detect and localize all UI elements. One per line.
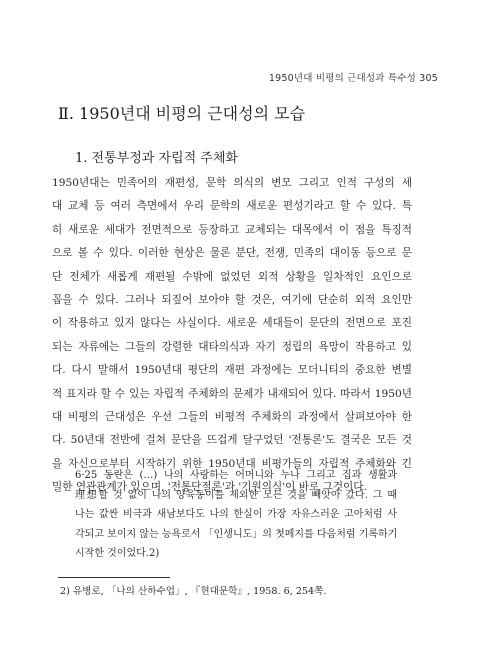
body-line: 히 새로운 세대가 전면적으로 등장하고 교체되는 대목에서 이 점을 특징적 (52, 223, 412, 236)
quote-line: 나는 값싼 비극과 새남보다도 나의 한실이 가장 자유스러운 고아처럼 사 (75, 509, 397, 521)
section-title: Ⅱ. 1950년대 비평의 근대성의 모습 (58, 104, 306, 123)
body-line: 되는 자류에는 그들의 강렬한 대타의식과 자기 정립의 욕망이 작용하고 있 (52, 340, 412, 353)
body-line: 으로 볼 수 있다. 이러한 현상은 물론 분단, 전쟁, 민족의 대이동 등으로 문 (52, 247, 412, 260)
running-head: 1950년대 비평의 근대성과 특수성 305 (268, 73, 438, 84)
body-line: 다. 다시 말해서 1950년대 평단의 재편 과정에는 모더니티의 중요한 변별 (52, 364, 412, 377)
body-paragraph (52, 172, 412, 499)
body-line: 밀한 연관관계가 있으며, '전통단절론'과 '기원의식'이 바로 그것이다. (52, 481, 367, 494)
block-quote (75, 466, 397, 564)
body-line: 대 교체 등 여러 측면에서 우리 문학의 새로운 편성기라고 할 수 있다. 특 (52, 200, 412, 213)
quote-line: 6·25 동란은 (…) 나의 사랑하는 어머니와 누나 그리고 집과 생활과 (75, 470, 397, 481)
quote-line: 시작한 것이었다.2) (75, 548, 160, 560)
body-line: 적 표지라 할 수 있는 자립적 주체화의 문제가 내재되어 있다. 따라서 1950년 (52, 387, 412, 400)
body-line: 단 전체가 새롭게 재편될 수밖에 없었던 외적 상황을 일차적인 요인으로 (52, 270, 412, 283)
quote-line: 理想할 것 없이 나의 양육동이를 제외한 모든 것을 빼앗아 갔다. 그 때 (75, 489, 397, 501)
body-line: 이 작용하고 있지 않다는 사실이다. 새로운 세대들이 문단의 전면으로 포진 (52, 317, 412, 330)
body-line: 1950년대는 민족어의 재편성, 문학 의식의 변모 그리고 인적 구성의 세 (52, 177, 412, 189)
footnote: 2) 유병로, 「나의 산하수업」, 『현대문학』, 1958. 6, 254쪽. (60, 586, 327, 597)
footnote-divider (58, 577, 170, 578)
body-line: 꼽을 수 있다. 그러나 되짚어 보아야 할 것은, 여기에 단순히 외적 요인만 (52, 293, 412, 306)
quote-line: 각되고 보이지 않는 능욕로서 「인생니도」의 첫페지를 다음처럼 기록하기 (75, 528, 397, 540)
body-line: 을 자신으로부터 시작하기 위한 1950년대 비평가들의 자립적 주체화와 긴 (52, 457, 412, 470)
body-line: 대 비평의 근대성은 우선 그들의 비평적 주체화의 과정에서 살펴보아야 한 (52, 410, 412, 423)
body-line: 다. 50년대 전반에 걸쳐 문단을 뜨겁게 달구었던 '전통론'도 결국은 모든 것 (52, 434, 412, 447)
subsection-title: 1. 전통부정과 자립적 주체화 (75, 151, 238, 166)
